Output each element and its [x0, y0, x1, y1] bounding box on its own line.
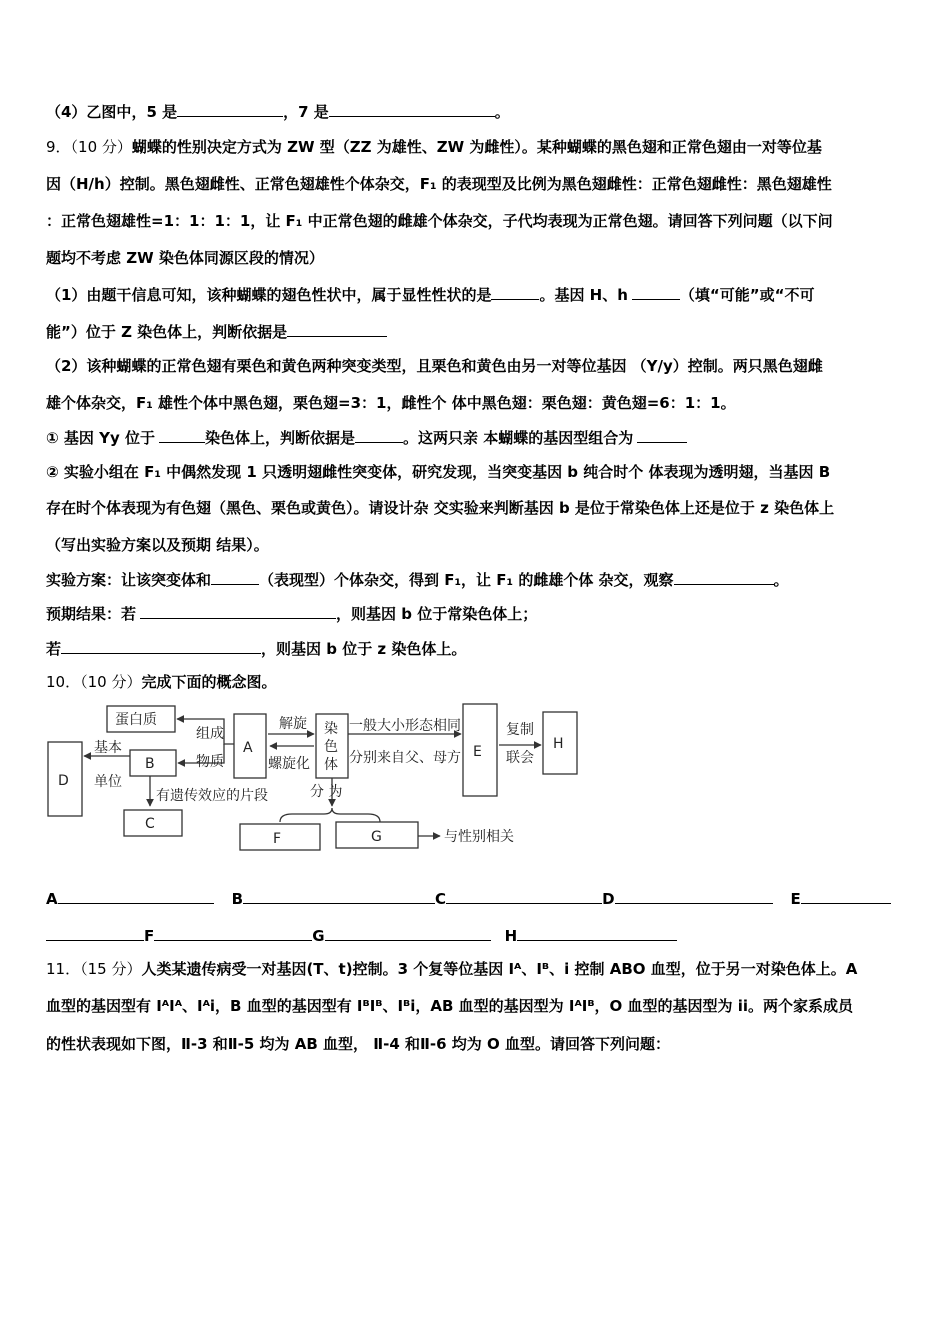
box-e-label: E [473, 744, 482, 760]
answer-blank-b[interactable] [243, 887, 435, 904]
answer-blank-e[interactable] [801, 887, 891, 904]
q8-part4-prefix: （4）乙图中，5 是 [46, 103, 178, 121]
q9-c1-line [46, 426, 906, 449]
label-link: 联会 [506, 750, 534, 766]
chromosome-char-3: 体 [324, 757, 338, 773]
q9-p1-line-2 [46, 320, 906, 343]
label-sex: 与性别相关 [444, 829, 514, 845]
q9-p1-blank-1[interactable] [491, 283, 539, 300]
q11-line-1 [46, 958, 906, 980]
q9-exp-blank-1[interactable] [140, 602, 336, 619]
q10-answers-row-1 [46, 887, 906, 910]
q8-blank-7[interactable] [329, 100, 495, 117]
q9-exp-line-1 [46, 602, 906, 625]
q11-line-3: 的性状表现如下图，Ⅱ-3 和Ⅱ-5 均为 AB 血型， Ⅱ-4 和Ⅱ-6 均为 O 血型。请回答下列问题： [46, 1035, 670, 1053]
q9-c1-blank-2[interactable] [355, 426, 403, 443]
q9-p1-line [46, 283, 906, 306]
q9-p1-blank-2[interactable] [632, 283, 680, 300]
q9-p2-line-2: 雄个体杂交，F₁ 雄性个体中黑色翅，栗色翅=3：1，雌性个 体中黑色翅：栗色翅：黄色翅=6：1：1。 [46, 394, 736, 412]
answer-label-g: G [312, 927, 325, 945]
label-compose: 组成 [196, 726, 224, 742]
q9-p1-a: （1）由题干信息可知，该种蝴蝶的翅色性状中，属于显性性状的是 [46, 286, 492, 304]
label-spiral: 螺旋化 [268, 756, 310, 772]
label-genetic: 有遗传效应的片段 [156, 788, 268, 804]
box-c-label: C [145, 816, 155, 832]
box-d-label: D [58, 773, 69, 789]
answer-label-e: E [790, 890, 801, 908]
answer-blank-g[interactable] [325, 924, 491, 941]
q9-exp-blank-2[interactable] [61, 637, 261, 654]
q9-exp-line-2 [46, 637, 906, 660]
q9-score: （10 分） [70, 138, 132, 156]
answer-label-c: C [435, 890, 447, 908]
q9-line-2: 因（H/h）控制。黑色翅雌性、正常色翅雄性个体杂交，F₁ 的表现型及比例为黑色翅雌性：正常色翅雌性：黑色翅雄性 [46, 175, 832, 193]
label-basic: 基本 [94, 740, 122, 756]
answer-label-d: D [602, 890, 615, 908]
q9-plan-c: 。 [773, 571, 789, 589]
answer-blank-h[interactable] [517, 924, 677, 941]
concept-map [46, 700, 586, 860]
answer-blank-c[interactable] [446, 887, 602, 904]
answer-blank-f[interactable] [154, 924, 312, 941]
box-h-label: H [553, 736, 564, 752]
q10-line [46, 671, 906, 693]
answer-label-a: A [46, 890, 58, 908]
q9-p1-d: 能”）位于 Z 染色体上，判断依据是 [46, 323, 288, 341]
q9-plan-blank-1[interactable] [211, 568, 259, 585]
q11-score: （15 分） [80, 960, 142, 978]
q9-p1-c: （填“可能”或“不可 [679, 286, 815, 304]
q9-text-1: 蝴蝶的性别决定方式为 ZW 型（ZZ 为雄性、ZW 为雌性）。某种蝴蝶的黑色翅和正常色翅由一对等位基 [131, 138, 822, 156]
label-from: 分别来自父、母方 [349, 750, 461, 766]
label-unwind: 解旋 [279, 716, 307, 732]
answer-label-b: B [231, 890, 244, 908]
chromosome-char-2: 色 [324, 739, 338, 755]
label-unit: 单位 [94, 774, 122, 790]
q9-plan-b: （表现型）个体杂交，得到 F₁，让 F₁ 的雌雄个体 杂交，观察 [259, 571, 674, 589]
q10-score: （10 分） [80, 673, 142, 691]
q9-c2-line-2: 存在时个体表现为有色翅（黑色、栗色或黄色）。请设计杂 交实验来判断基因 b 是位于常染色体上还是位于 z 染色体上 [46, 499, 835, 517]
q9-c1-b: 染色体上，判断依据是 [205, 429, 356, 447]
q9-c1-a: ① 基因 Yy 位于 [46, 429, 156, 447]
q9-c2-line-3: （写出实验方案以及预期 结果）。 [46, 536, 269, 554]
label-divide: 分 为 [310, 784, 343, 800]
box-g-label: G [371, 829, 382, 845]
q11-text-1: 人类某遗传病受一对基因(T、t)控制。3 个复等位基因 Iᴬ、Iᴮ、i 控制 ABO 血型，位于另一对染色体上。A [141, 960, 858, 978]
divide-brace [280, 808, 380, 822]
q9-line-3: ：正常色翅雄性=1：1：1：1，让 F₁ 中正常色翅的雌雄个体杂交，子代均表现为正常色翅。请回答下列问题（以下问 [46, 212, 833, 230]
protein-label: 蛋白质 [115, 712, 157, 728]
box-b-label: B [145, 756, 155, 772]
q9-exp2-a: 若 [46, 640, 62, 658]
q9-c1-c: 。这两只亲 本蝴蝶的基因型组合为 [403, 429, 634, 447]
q11-line-2: 血型的基因型有 IᴬIᴬ、Iᴬi，B 血型的基因型有 IᴮIᴮ、Iᴮi，AB 血型的基因型为 IᴬIᴮ，O 血型的基因型为 ii。两个家系成员 [46, 997, 854, 1015]
q9-c1-blank-1[interactable] [159, 426, 205, 443]
q9-exp-b: ，则基因 b 位于常染色体上； [336, 605, 538, 623]
q9-exp2-b: ，则基因 b 位于 z 染色体上。 [261, 640, 467, 658]
q10-text: 完成下面的概念图。 [141, 673, 277, 691]
q9-line-4: 题均不考虑 ZW 染色体同源区段的情况） [46, 249, 324, 267]
q9-p1-b: 。基因 H、h [539, 286, 628, 304]
q10-answers-row-2 [46, 924, 906, 947]
q9-c1-blank-3[interactable] [637, 426, 687, 443]
q8-part4-end: 。 [494, 103, 510, 121]
q9-c2-line-1: ② 实验小组在 F₁ 中偶然发现 1 只透明翅雌性突变体，研究发现，当突变基因 b 纯合时个 体表现为透明翅，当基因 B [46, 463, 831, 481]
label-same: 一般大小形态相同 [349, 718, 461, 734]
q8-blank-5[interactable] [177, 100, 283, 117]
q9-number: 9． [46, 138, 71, 156]
q9-exp-a: 预期结果：若 [46, 605, 137, 623]
q9-line-1 [46, 136, 906, 158]
answer-blank-e-cont[interactable] [46, 924, 144, 941]
answer-label-h: H [504, 927, 518, 945]
box-f-label: F [273, 831, 282, 847]
q8-part4 [46, 100, 906, 123]
label-copy: 复制 [506, 722, 534, 738]
q10-number: 10． [46, 673, 81, 691]
box-a-label: A [243, 740, 253, 756]
q9-plan-blank-2[interactable] [674, 568, 774, 585]
q9-p1-blank-3[interactable] [287, 320, 387, 337]
chromosome-char-1: 染 [324, 721, 338, 737]
q9-plan-a: 实验方案：让该突变体和 [46, 571, 212, 589]
answer-blank-a[interactable] [58, 887, 214, 904]
answer-blank-d[interactable] [615, 887, 773, 904]
answer-label-f: F [144, 927, 155, 945]
q8-part4-mid: ，7 是 [283, 103, 329, 121]
label-matter: 物质 [196, 754, 224, 770]
q11-number: 11． [46, 960, 81, 978]
q9-plan-line [46, 568, 906, 591]
q9-p2-line-1: （2）该种蝴蝶的正常色翅有栗色和黄色两种突变类型，且栗色和黄色由另一对等位基因 （Y/y）控制。两只黑色翅雌 [46, 357, 823, 375]
